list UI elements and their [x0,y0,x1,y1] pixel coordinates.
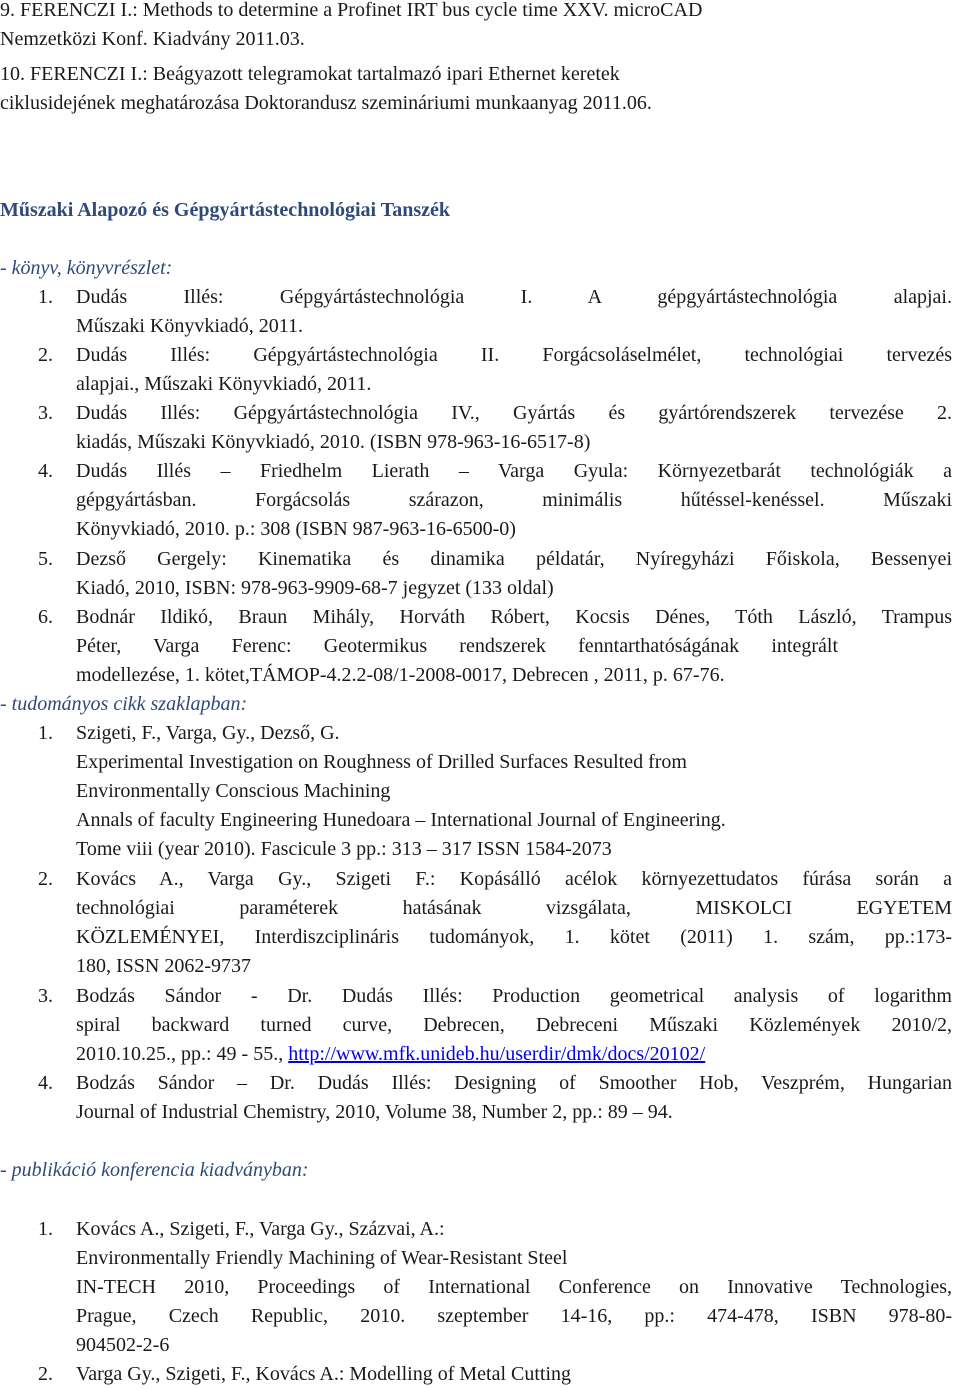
book-2-line1: Dudás Illés: Gépgyártástechnológia II. Forgácsoláselmélet, technológiai tervezés [76,344,952,366]
article-1-number: 1. [38,722,53,744]
ref-10-line1: 10. FERENCZI I.: Beágyazott telegramokat tartalmazó ipari Ethernet keretek [0,63,620,85]
article-2-number: 2. [38,868,53,890]
book-4-number: 4. [38,460,53,482]
article-2-line2: technológiai paraméterek hatásának vizsgálata, MISKOLCI EGYETEM [76,897,952,919]
article-4-line1: Bodzás Sándor – Dr. Dudás Illés: Designing of Smoother Hob, Veszprém, Hungarian [76,1072,952,1094]
book-1-line2: Műszaki Könyvkiadó, 2011. [76,315,304,337]
conference-1-title: Environmentally Friendly Machining of Wear-Resistant Steel [76,1247,568,1269]
article-2-line4: 180, ISSN 2062-9737 [76,955,252,977]
conference-2-number: 2. [38,1363,53,1385]
book-1-number: 1. [38,286,53,308]
book-5-line1: Dezső Gergely: Kinematika és dinamika példatár, Nyíregyházi Főiskola, Bessenyei [76,548,952,570]
ref-10-line2: ciklusidejének meghatározása Doktorandusz szemináriumi munkaanyag 2011.06. [0,92,652,114]
article-3-line3 [76,1040,705,1069]
book-5-number: 5. [38,548,53,570]
book-4-line3: Könyvkiadó, 2010. p.: 308 (ISBN 987-963-16-6500-0) [76,518,516,540]
book-3-number: 3. [38,402,53,424]
article-1-title-line2: Environmentally Conscious Machining [76,780,391,802]
conference-2-line1: Varga Gy., Szigeti, F., Kovács A.: Modelling of Metal Cutting [76,1363,572,1385]
article-1-title-line1: Experimental Investigation on Roughness of Drilled Surfaces Resulted from [76,751,687,773]
book-6-line2: Péter, Varga Ferenc: Geotermikus rendszerek fenntarthatóságának integrált [76,635,838,657]
book-6-number: 6. [38,606,53,628]
book-1-line1: Dudás Illés: Gépgyártástechnológia I. A gépgyártástechnológia alapjai. [76,286,952,308]
article-3-line2: spiral backward turned curve, Debrecen, Debreceni Műszaki Közlemények 2010/2, [76,1014,952,1036]
article-3-line1: Bodzás Sándor - Dr. Dudás Illés: Production geometrical analysis of logarithm [76,985,952,1007]
book-4-line2: gépgyártásban. Forgácsolás szárazon, minimális hűtéssel-kenéssel. Műszaki [76,489,952,511]
article-3-pages: 2010.10.25., pp.: 49 - 55., [76,1043,289,1065]
conference-1-line4: Prague, Czech Republic, 2010. szeptember 14-16, pp.: 474-478, ISBN 978-80- [76,1305,952,1327]
conference-1-line3: IN-TECH 2010, Proceedings of International Conference on Innovative Technologies, [76,1276,952,1298]
article-1-journal: Annals of faculty Engineering Hunedoara – International Journal of Engineering. [76,809,726,831]
book-2-number: 2. [38,344,53,366]
book-2-line2: alapjai., Műszaki Könyvkiadó, 2011. [76,373,372,395]
book-6-line1: Bodnár Ildikó, Braun Mihály, Horváth Róbert, Kocsis Dénes, Tóth László, Trampus [76,606,952,628]
department-title: Műszaki Alapozó és Gépgyártástechnológiai Tanszék [0,199,451,221]
article-3-number: 3. [38,985,53,1007]
books-heading: - könyv, könyvrészlet: [0,257,173,279]
conference-1-authors: Kovács A., Szigeti, F., Varga Gy., Százvai, A.: [76,1218,445,1240]
article-1-details: Tome viii (year 2010). Fascicule 3 pp.: 313 – 317 ISSN 1584-2073 [76,838,612,860]
article-3-url-link[interactable]: http://www.mfk.unideb.hu/userdir/dmk/docs/20102/ [288,1043,706,1065]
article-4-number: 4. [38,1072,53,1094]
articles-heading: - tudományos cikk szaklapban: [0,693,248,715]
ref-9-line2: Nemzetközi Konf. Kiadvány 2011.03. [0,28,305,50]
conference-1-number: 1. [38,1218,53,1240]
book-5-line2: Kiadó, 2010, ISBN: 978-963-9909-68-7 jegyzet (133 oldal) [76,577,554,599]
article-1-authors: Szigeti, F., Varga, Gy., Dezső, G. [76,722,340,744]
conference-heading: - publikáció konferencia kiadványban: [0,1159,309,1181]
book-6-line3: modellezése, 1. kötet,TÁMOP-4.2.2-08/1-2008-0017, Debrecen , 2011, p. 67-76. [76,664,725,686]
ref-9-line1: 9. FERENCZI I.: Methods to determine a Profinet IRT bus cycle time XXV. microCAD [0,0,703,21]
article-2-line3: KÖZLEMÉNYEI, Interdiszciplináris tudományok, 1. kötet (2011) 1. szám, pp.:173- [76,926,952,948]
conference-1-line5: 904502-2-6 [76,1334,170,1356]
book-3-line2: kiadás, Műszaki Könyvkiadó, 2010. (ISBN 978-963-16-6517-8) [76,431,591,453]
book-4-line1: Dudás Illés – Friedhelm Lierath – Varga Gyula: Környezetbarát technológiák a [76,460,952,482]
book-3-line1: Dudás Illés: Gépgyártástechnológia IV., Gyártás és gyártórendszerek tervezése 2. [76,402,952,424]
article-2-line1: Kovács A., Varga Gy., Szigeti F.: Kopásálló acélok környezettudatos fúrása során a [76,868,952,890]
article-4-line2: Journal of Industrial Chemistry, 2010, Volume 38, Number 2, pp.: 89 – 94. [76,1101,673,1123]
